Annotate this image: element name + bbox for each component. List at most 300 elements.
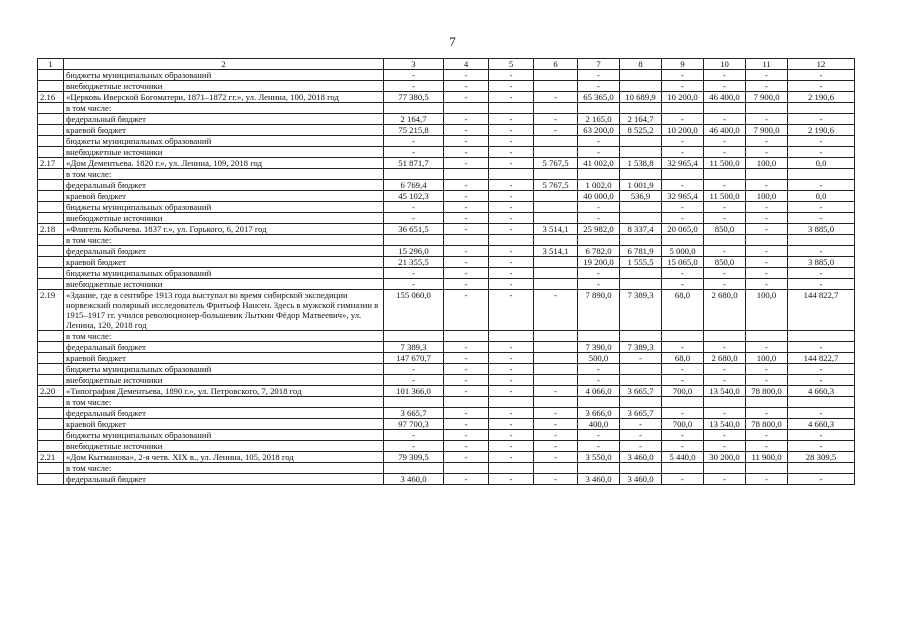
value-cell: - — [384, 268, 444, 279]
row-name-cell: федеральный бюджет — [64, 342, 384, 353]
column-header: 12 — [788, 59, 855, 70]
value-cell: 45 102,3 — [384, 191, 444, 202]
row-number-cell — [38, 364, 64, 375]
row-number-cell — [38, 408, 64, 419]
value-cell: - — [578, 279, 620, 290]
value-cell: 2 680,0 — [704, 290, 746, 331]
table-row — [38, 408, 855, 419]
value-cell: - — [489, 257, 534, 268]
value-cell — [620, 397, 662, 408]
row-name-cell: федеральный бюджет — [64, 474, 384, 485]
value-cell: - — [746, 441, 788, 452]
column-header: 5 — [489, 59, 534, 70]
value-cell — [620, 81, 662, 92]
value-cell: 2 680,0 — [704, 353, 746, 364]
value-cell: - — [704, 430, 746, 441]
value-cell: - — [489, 408, 534, 419]
value-cell: - — [444, 70, 489, 81]
value-cell: - — [788, 279, 855, 290]
value-cell: - — [704, 114, 746, 125]
row-number-cell — [38, 463, 64, 474]
value-cell: - — [704, 147, 746, 158]
value-cell — [534, 191, 578, 202]
value-cell — [489, 397, 534, 408]
value-cell: - — [704, 474, 746, 485]
value-cell: - — [662, 81, 704, 92]
value-cell — [384, 331, 444, 342]
value-cell — [534, 169, 578, 180]
value-cell — [384, 397, 444, 408]
value-cell — [746, 331, 788, 342]
row-name-cell: внебюджетные источники — [64, 147, 384, 158]
value-cell: 5 000,0 — [662, 246, 704, 257]
value-cell: - — [746, 213, 788, 224]
value-cell: 3 665,7 — [620, 408, 662, 419]
value-cell: 3 885,0 — [788, 224, 855, 235]
value-cell: - — [746, 70, 788, 81]
value-cell: - — [578, 430, 620, 441]
value-cell: - — [704, 202, 746, 213]
value-cell: - — [746, 81, 788, 92]
value-cell: - — [444, 375, 489, 386]
value-cell: 4 660,3 — [788, 419, 855, 430]
value-cell: - — [704, 246, 746, 257]
value-cell: 8 337,4 — [620, 224, 662, 235]
table-row — [38, 246, 855, 257]
column-header: 3 — [384, 59, 444, 70]
table-row — [38, 81, 855, 92]
value-cell: 63 200,0 — [578, 125, 620, 136]
value-cell — [788, 397, 855, 408]
value-cell: - — [489, 202, 534, 213]
value-cell: 3 460,0 — [620, 452, 662, 463]
value-cell: - — [746, 180, 788, 191]
value-cell: 10 200,0 — [662, 92, 704, 103]
value-cell — [489, 169, 534, 180]
value-cell — [620, 375, 662, 386]
value-cell — [620, 136, 662, 147]
row-number-cell — [38, 246, 64, 257]
table-row — [38, 452, 855, 463]
value-cell: - — [578, 441, 620, 452]
row-number-cell — [38, 125, 64, 136]
table-row — [38, 202, 855, 213]
value-cell — [384, 463, 444, 474]
value-cell: 4 660,3 — [788, 386, 855, 397]
column-header: 11 — [746, 59, 788, 70]
value-cell: 0,0 — [788, 191, 855, 202]
page-number: 7 — [449, 34, 456, 49]
value-cell — [620, 169, 662, 180]
value-cell — [578, 397, 620, 408]
value-cell: - — [746, 224, 788, 235]
value-cell: 2 164,7 — [620, 114, 662, 125]
table-row — [38, 342, 855, 353]
value-cell: - — [534, 114, 578, 125]
value-cell — [746, 169, 788, 180]
row-number-cell — [38, 331, 64, 342]
row-name-cell: в том числе: — [64, 397, 384, 408]
value-cell: 3 460,0 — [384, 474, 444, 485]
table-row — [38, 257, 855, 268]
table-row — [38, 191, 855, 202]
value-cell: - — [534, 430, 578, 441]
table-row — [38, 114, 855, 125]
value-cell: 3 460,0 — [620, 474, 662, 485]
value-cell: - — [746, 268, 788, 279]
value-cell: 7 389,3 — [384, 342, 444, 353]
row-name-cell: федеральный бюджет — [64, 408, 384, 419]
value-cell: - — [384, 279, 444, 290]
value-cell: - — [444, 452, 489, 463]
value-cell: 79 309,5 — [384, 452, 444, 463]
value-cell: 40 000,0 — [578, 191, 620, 202]
table-row — [38, 268, 855, 279]
value-cell: 6 781,9 — [620, 246, 662, 257]
value-cell: - — [444, 430, 489, 441]
value-cell: 850,0 — [704, 257, 746, 268]
value-cell: - — [489, 180, 534, 191]
value-cell: 3 460,0 — [578, 474, 620, 485]
row-number-cell: 2.20 — [38, 386, 64, 397]
row-name-cell: «Дом Дементьева. 1820 г.», ул. Ленина, 109, 2018 год — [64, 158, 384, 169]
value-cell: - — [489, 342, 534, 353]
value-cell: - — [704, 213, 746, 224]
value-cell — [534, 279, 578, 290]
value-cell: - — [489, 147, 534, 158]
table-row — [38, 136, 855, 147]
value-cell: 1 002,0 — [578, 180, 620, 191]
value-cell: - — [534, 386, 578, 397]
table-row — [38, 441, 855, 452]
value-cell — [788, 331, 855, 342]
value-cell: - — [444, 474, 489, 485]
value-cell: - — [384, 136, 444, 147]
value-cell: - — [489, 474, 534, 485]
table-row — [38, 213, 855, 224]
value-cell — [534, 397, 578, 408]
table-row — [38, 353, 855, 364]
value-cell: - — [444, 180, 489, 191]
value-cell — [534, 364, 578, 375]
value-cell: 0,0 — [788, 158, 855, 169]
value-cell: - — [662, 375, 704, 386]
value-cell: - — [384, 364, 444, 375]
value-cell: - — [788, 474, 855, 485]
table-row — [38, 224, 855, 235]
value-cell — [534, 375, 578, 386]
table-row — [38, 290, 855, 331]
value-cell: - — [746, 136, 788, 147]
row-name-cell: бюджеты муниципальных образований — [64, 364, 384, 375]
value-cell: 25 982,0 — [578, 224, 620, 235]
value-cell: 7 890,0 — [578, 290, 620, 331]
value-cell: 2 165,0 — [578, 114, 620, 125]
value-cell: 400,0 — [578, 419, 620, 430]
row-name-cell: «Дом Кытманова», 2-я четв. XIX в., ул. Ленина, 105, 2018 год — [64, 452, 384, 463]
value-cell: - — [444, 364, 489, 375]
row-number-cell — [38, 397, 64, 408]
row-name-cell: краевой бюджет — [64, 353, 384, 364]
value-cell: - — [788, 213, 855, 224]
value-cell: - — [444, 224, 489, 235]
row-number-cell — [38, 191, 64, 202]
value-cell — [662, 103, 704, 114]
value-cell: - — [489, 430, 534, 441]
value-cell: 32 965,4 — [662, 191, 704, 202]
value-cell: - — [788, 342, 855, 353]
value-cell — [704, 331, 746, 342]
row-name-cell: «Здание, где в сентябре 1913 года выступал во время сибирской экспедиции норвежский полярный исследователь Фритьоф Нансен. Здесь в мужской гимназии в 1915–1917 гг. учился революционер-большевик Лыткин Фёдор Матвеевич», ул. Ленина, 120, 2018 год — [64, 290, 384, 331]
value-cell: 68,0 — [662, 353, 704, 364]
value-cell — [489, 331, 534, 342]
row-name-cell: федеральный бюджет — [64, 246, 384, 257]
value-cell: 1 555,5 — [620, 257, 662, 268]
value-cell — [534, 257, 578, 268]
value-cell — [578, 103, 620, 114]
column-header: 6 — [534, 59, 578, 70]
value-cell: - — [578, 202, 620, 213]
value-cell: 78 800,0 — [746, 386, 788, 397]
row-name-cell: в том числе: — [64, 235, 384, 246]
value-cell: 65 365,0 — [578, 92, 620, 103]
value-cell — [788, 103, 855, 114]
value-cell: 155 060,0 — [384, 290, 444, 331]
row-name-cell: «Флигель Кобычева. 1837 г.», ул. Горького, 6, 2017 год — [64, 224, 384, 235]
value-cell — [534, 235, 578, 246]
value-cell: - — [662, 136, 704, 147]
value-cell — [662, 235, 704, 246]
row-number-cell — [38, 430, 64, 441]
value-cell: - — [444, 408, 489, 419]
value-cell: - — [489, 114, 534, 125]
value-cell: - — [444, 279, 489, 290]
value-cell: - — [444, 386, 489, 397]
row-name-cell: в том числе: — [64, 103, 384, 114]
value-cell: - — [578, 81, 620, 92]
value-cell: - — [662, 202, 704, 213]
value-cell: - — [788, 114, 855, 125]
value-cell — [489, 463, 534, 474]
value-cell: - — [662, 213, 704, 224]
value-cell — [620, 268, 662, 279]
value-cell — [444, 235, 489, 246]
row-name-cell: краевой бюджет — [64, 191, 384, 202]
value-cell — [788, 169, 855, 180]
value-cell: 100,0 — [746, 158, 788, 169]
value-cell: - — [620, 353, 662, 364]
value-cell: 101 366,0 — [384, 386, 444, 397]
value-cell — [444, 103, 489, 114]
value-cell: - — [384, 81, 444, 92]
row-name-cell: бюджеты муниципальных образований — [64, 268, 384, 279]
value-cell: - — [534, 441, 578, 452]
value-cell: 78 800,0 — [746, 419, 788, 430]
value-cell: 10 689,9 — [620, 92, 662, 103]
value-cell: 5 440,0 — [662, 452, 704, 463]
value-cell: 3 550,0 — [578, 452, 620, 463]
table-row — [38, 430, 855, 441]
value-cell — [620, 213, 662, 224]
value-cell: 100,0 — [746, 353, 788, 364]
value-cell: - — [444, 125, 489, 136]
value-cell: - — [746, 342, 788, 353]
value-cell — [746, 103, 788, 114]
value-cell — [444, 463, 489, 474]
row-name-cell: «Типография Дементьева, 1890 г.», ул. Петровского, 7, 2018 год — [64, 386, 384, 397]
value-cell: - — [704, 408, 746, 419]
value-cell: - — [788, 375, 855, 386]
value-cell: - — [704, 441, 746, 452]
table-row — [38, 125, 855, 136]
value-cell: 77 380,5 — [384, 92, 444, 103]
value-cell — [620, 147, 662, 158]
value-cell — [444, 331, 489, 342]
value-cell: - — [489, 268, 534, 279]
value-cell: 144 822,7 — [788, 353, 855, 364]
value-cell: - — [489, 452, 534, 463]
row-name-cell: федеральный бюджет — [64, 114, 384, 125]
column-header: 8 — [620, 59, 662, 70]
table-row — [38, 397, 855, 408]
value-cell: - — [704, 70, 746, 81]
value-cell: - — [662, 70, 704, 81]
value-cell: - — [788, 268, 855, 279]
row-number-cell: 2.19 — [38, 290, 64, 331]
value-cell: - — [620, 430, 662, 441]
value-cell: - — [746, 279, 788, 290]
value-cell — [534, 331, 578, 342]
value-cell: - — [534, 92, 578, 103]
value-cell: - — [534, 452, 578, 463]
value-cell — [534, 136, 578, 147]
value-cell: 5 767,5 — [534, 158, 578, 169]
value-cell: - — [704, 342, 746, 353]
value-cell: 2 164,7 — [384, 114, 444, 125]
value-cell: - — [489, 441, 534, 452]
row-number-cell — [38, 279, 64, 290]
value-cell: - — [384, 147, 444, 158]
value-cell: - — [444, 441, 489, 452]
value-cell — [578, 331, 620, 342]
value-cell — [444, 397, 489, 408]
row-number-cell: 2.18 — [38, 224, 64, 235]
value-cell — [704, 235, 746, 246]
table-row — [38, 419, 855, 430]
value-cell — [620, 463, 662, 474]
value-cell — [620, 70, 662, 81]
table-row — [38, 103, 855, 114]
value-cell: - — [384, 430, 444, 441]
value-cell — [534, 202, 578, 213]
row-number-cell: 2.17 — [38, 158, 64, 169]
value-cell: 32 965,4 — [662, 158, 704, 169]
value-cell: - — [662, 147, 704, 158]
value-cell: - — [788, 136, 855, 147]
value-cell: - — [662, 114, 704, 125]
value-cell: 6 769,4 — [384, 180, 444, 191]
value-cell: - — [444, 92, 489, 103]
value-cell: - — [620, 419, 662, 430]
row-name-cell: внебюджетные источники — [64, 375, 384, 386]
row-number-cell — [38, 180, 64, 191]
row-name-cell: краевой бюджет — [64, 257, 384, 268]
value-cell: - — [662, 279, 704, 290]
value-cell: - — [489, 158, 534, 169]
value-cell: - — [444, 114, 489, 125]
row-number-cell — [38, 169, 64, 180]
value-cell: 46 400,0 — [704, 92, 746, 103]
row-name-cell: в том числе: — [64, 169, 384, 180]
column-header: 1 — [38, 59, 64, 70]
value-cell: - — [704, 81, 746, 92]
row-number-cell — [38, 419, 64, 430]
value-cell: 2 190,6 — [788, 92, 855, 103]
value-cell: - — [578, 375, 620, 386]
row-name-cell: бюджеты муниципальных образований — [64, 430, 384, 441]
value-cell — [578, 169, 620, 180]
value-cell: - — [384, 213, 444, 224]
value-cell: 6 782,0 — [578, 246, 620, 257]
value-cell: - — [444, 136, 489, 147]
value-cell: 700,0 — [662, 419, 704, 430]
table-row — [38, 279, 855, 290]
table-row — [38, 235, 855, 246]
value-cell: - — [444, 202, 489, 213]
value-cell — [746, 397, 788, 408]
value-cell: - — [662, 474, 704, 485]
value-cell: - — [534, 408, 578, 419]
value-cell: - — [489, 386, 534, 397]
row-name-cell: «Церковь Иверской Богоматери, 1871–1872 гг.», ул. Ленина, 100, 2018 год — [64, 92, 384, 103]
value-cell — [534, 147, 578, 158]
row-name-cell: бюджеты муниципальных образований — [64, 136, 384, 147]
row-number-cell — [38, 441, 64, 452]
table-row — [38, 375, 855, 386]
value-cell: 41 002,0 — [578, 158, 620, 169]
value-cell: 28 309,5 — [788, 452, 855, 463]
value-cell: - — [534, 419, 578, 430]
value-cell: 10 200,0 — [662, 125, 704, 136]
row-name-cell: внебюджетные источники — [64, 441, 384, 452]
value-cell: - — [746, 408, 788, 419]
value-cell — [384, 235, 444, 246]
column-header: 4 — [444, 59, 489, 70]
value-cell: - — [444, 419, 489, 430]
row-name-cell: федеральный бюджет — [64, 180, 384, 191]
value-cell — [489, 235, 534, 246]
value-cell: 21 355,5 — [384, 257, 444, 268]
value-cell: 11 500,0 — [704, 191, 746, 202]
value-cell: - — [788, 364, 855, 375]
budget-table — [37, 58, 855, 485]
row-number-cell — [38, 202, 64, 213]
value-cell: - — [489, 364, 534, 375]
value-cell: - — [746, 375, 788, 386]
table-row — [38, 169, 855, 180]
value-cell: - — [578, 268, 620, 279]
value-cell: - — [788, 430, 855, 441]
value-cell: 97 700,3 — [384, 419, 444, 430]
value-cell: - — [746, 246, 788, 257]
row-name-cell: краевой бюджет — [64, 419, 384, 430]
row-number-cell — [38, 147, 64, 158]
value-cell: - — [788, 202, 855, 213]
table-row — [38, 474, 855, 485]
value-cell — [534, 342, 578, 353]
value-cell: - — [788, 70, 855, 81]
value-cell: - — [704, 279, 746, 290]
